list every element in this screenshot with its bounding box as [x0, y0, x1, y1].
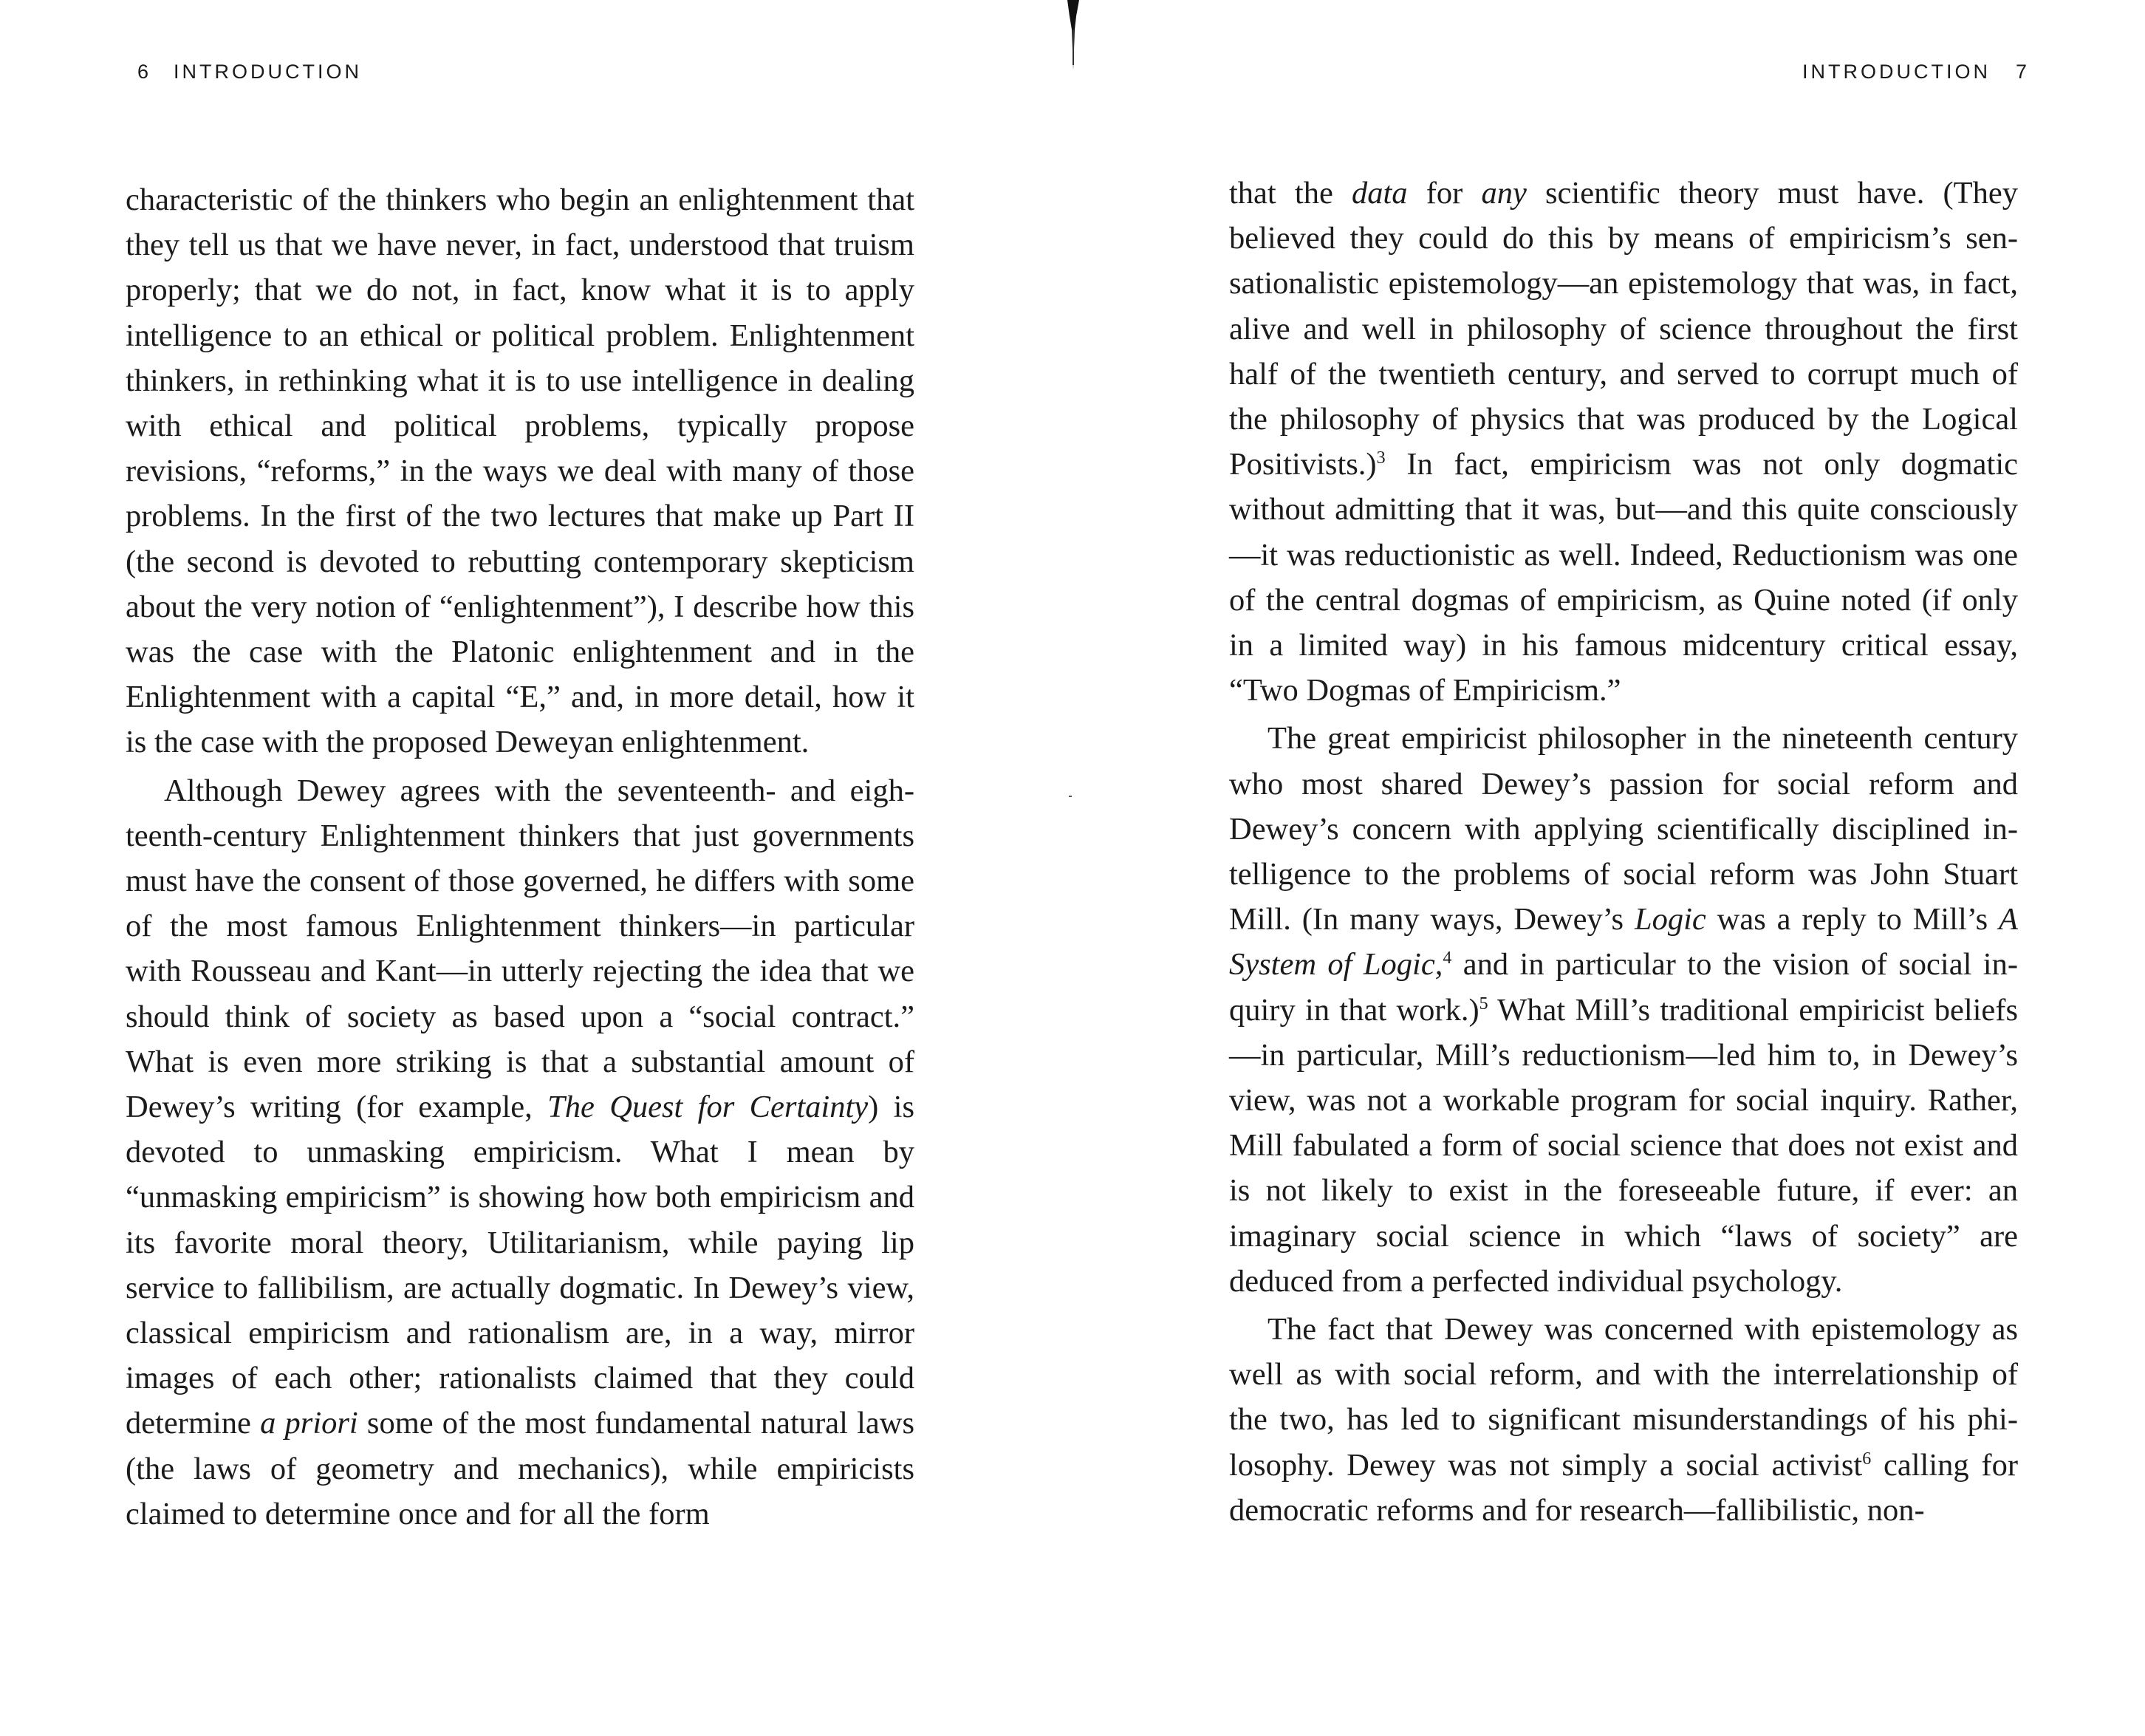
footnote-ref-5[interactable]: 5 — [1479, 994, 1488, 1014]
term-a-priori: a priori — [260, 1406, 358, 1441]
right-body-text — [1229, 171, 2018, 1533]
right-paragraph-2: The great empiricist philosopher in the nineteenth century who most shared Dewey’s passion for social reform and Dewey’s concern with applying scientifically disciplined intelligence to the problems of social reform was John Stuart Mill. (In many ways, Dewey’s Logic was a reply to Mill’s A System of Logic,$^4$ and in particular to the vision of social inquiry in that work.)$^5$ What Mill’s traditional empiricist beliefs—in particular, Mill’s reductionism—led him to, in Dewey’s view, was not a workable program for social inquiry. Rather, Mill fabulated a form of social science that does not exist and is not likely to exist in the foreseeable future, if ever: an imaginary social science in which “laws of society” are deduced from a perfected individual psychology. — [1229, 721, 2019, 1299]
footnote-ref-4[interactable]: 4 — [1443, 949, 1452, 968]
left-paragraph-1: characteristic of the thinkers who begin an enlightenment that they tell us that we have never, in fact, understood that truism properly; that we do not, in fact, know what it is to apply intelligence to an ethical or political problem. Enlightenment thinkers, in rethinking what it is to use intelligence in dealing with ethical and political problems, typically propose revisions, “reforms,” in the ways we deal with many of those problems. In the first of the two lectures that make up Part II (the second is devoted to rebutting contemporary skepticism about the very notion of “enlightenment”), I describe how this was the case with the Platonic enlightenment and in the Enlightenment with a capital “E,” and, in more detail, how it is the case with the proposed Deweyan enlightenment. — [126, 182, 914, 760]
left-page — [0, 0, 1072, 1736]
book-title-logic: Logic — [1634, 902, 1706, 937]
left-paragraph-2: Although Dewey agrees with the seventeenth- and eighteenth-century Enlightenment thinkers that just governments must have the consent of those governed, he differs with some of the most famous Enlightenment thinkers—in particular with Rousseau and Kant—in utterly rejecting the idea that we should think of society as based upon a “social contract.” What is even more striking is that a substantial amount of Dewey’s writing (for example, The Quest for Certainty) is devoted to unmasking empiricism. What I mean by “unmasking empiricism” is showing how both empiricism and its favorite moral theory, Utilitarianism, while paying lip service to fallibilism, are actually dogmatic. In Dewey’s view, classical empiricism and rationalism are, in a way, mirror images of each other; rationalists claimed that they could determine a priori some of the most fundamental natural laws (the laws of geometry and mechanics), while empiricists claimed to determine once and for all the form — [126, 773, 914, 1531]
footnote-ref-6[interactable]: 6 — [1862, 1449, 1872, 1469]
left-body-text — [126, 177, 914, 1537]
right-running-title: INTRODUCTION — [1802, 61, 1991, 83]
right-page-number: 7 — [2015, 61, 2027, 83]
book-title-quest-for-certainty: The Quest for Certainty — [547, 1090, 869, 1125]
book-title-system-of-logic: A System of Logic, — [1229, 902, 2019, 983]
left-running-title: INTRODUCTION — [174, 61, 363, 83]
left-running-head — [137, 61, 362, 83]
right-running-head — [1802, 61, 2027, 83]
right-page — [1072, 0, 2145, 1736]
right-paragraph-1: that the data for any scientific theory must have. (They believed they could do this by means of empiricism’s sensationalistic epistemology—an epistemology that was, in fact, alive and well in philosophy of science throughout the first half of the twentieth century, and served to corrupt much of the philosophy of physics that was produced by the Logical Positivists.)$^3$ In fact, empiricism was not only dogmatic without admitting that it was, but—and this quite consciously—it was reductionistic as well. Indeed, Reductionism was one of the central dogmas of empiricism, as Quine noted (if only in a limited way) in his famous midcentury critical essay, “Two Dogmas of Empiricism.” — [1229, 176, 2019, 708]
right-paragraph-3: The fact that Dewey was concerned with epistemology as well as with social reform, and with the interrelationship of the two, has led to significant misunderstandings of his philosophy. Dewey was not simply a social activist$^6$ calling for democratic reforms and for research—fallibilistic, non- — [1229, 1312, 2018, 1528]
footnote-ref-3[interactable]: 3 — [1376, 448, 1386, 468]
term-any: any — [1481, 176, 1527, 211]
term-data: data — [1352, 176, 1408, 211]
left-page-number: 6 — [137, 61, 149, 83]
